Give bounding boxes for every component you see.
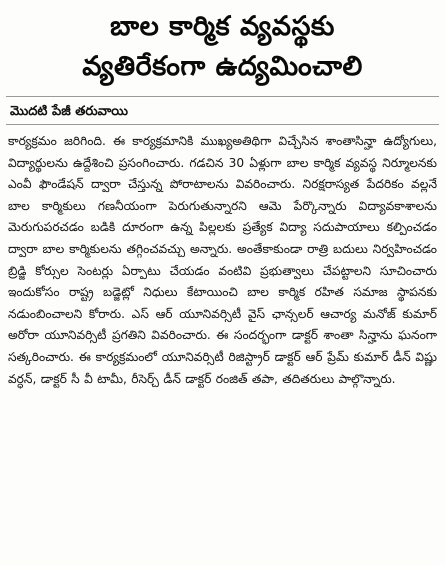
- headline-line-2: వ్యతిరేకంగా ఉద్యమించాలి: [82, 51, 363, 82]
- headline: [6, 8, 439, 86]
- continuation-kicker: మొదటి పేజీ తరువాయి: [10, 104, 128, 119]
- article-body: కార్యక్రమం జరిగింది. ఈ కార్యక్రమానికి ముఖ్యఅతిథిగా విచ్చేసిన శాంతాసిన్హా ఉద్యోగులు, విద్యార్థులను ఉద్దేశించి ప్రసంగించారు. గడచిన 30 ఏళ్లుగా బాల కార్మిక వ్యవస్థ నిర్మూలనకు ఎంవీ ఫౌండేషన్ ద్వారా చేస్తున్న పోరాటాలను వివరించారు. నిరక్షరాస్యత పేదరికం వల్లనే బాల కార్మికులు గణనీయంగా పెరుగుతున్నారని ఆమె పేర్కొన్నారు విద్యావకాశాలను మెరుగుపరచడం బడికి దూరంగా ఉన్న పిల్లలకు ప్రత్యేక విద్యా సదుపాయాలు కల్పించడం ద్వారా బాల కార్మికులను తగ్గించవచ్చు అన్నారు. అంతేకాకుండా రాత్రి బదులు నిర్వహించడం బ్రిడ్జి కోర్సుల సెంటర్లు ఏర్పాటు చేయడం వంటివి ప్రభుత్వాలు చేపట్టాలని సూచించారు ఇందుకోసం రాష్ట్ర బడ్జెట్లో నిధులు కేటాయించి బాల కార్మిక రహిత సమాజ స్థాపనకు నడుంబించాలని కోరారు. ఎస్ ఆర్ యూనివర్సిటీ వైస్ ఛాన్సలర్ ఆచార్య మనోజ్ కుమార్ అరోరా యూనివర్సిటీ ప్రగతిని వివరించారు. ఈ సందర్భంగా డాక్టర్ శాంతా సిన్హాను ఘనంగా సత్కరించారు. ఈ కార్యక్రమంలో యూనివర్సిటీ రిజిస్ట్రార్ డాక్టర్ ఆర్ ప్రేమ్ కుమార్ డీన్ విష్ణు వర్ధన్, డాక్టర్ సీ వీ టామీ, రీసెర్చ్ డీన్ డాక్టర్ రంజిత్ తపా, తదితరులు పాల్గొన్నారు.: [8, 134, 437, 386]
- kicker-row: [6, 96, 439, 125]
- headline-line-1: బాల కార్మిక వ్యవస్థకు: [110, 11, 335, 42]
